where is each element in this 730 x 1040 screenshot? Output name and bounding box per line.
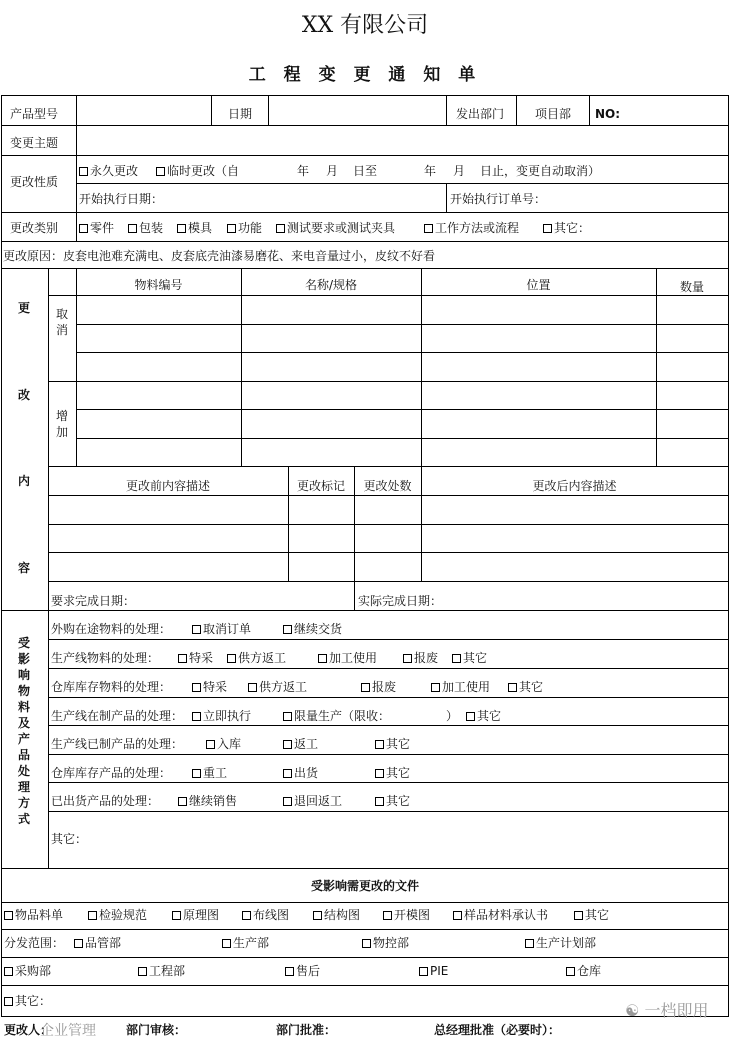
dist-item[interactable]: PIE	[419, 963, 448, 979]
year-text: 年	[297, 164, 310, 178]
option[interactable]: 其它	[375, 793, 410, 809]
col-name-spec: 名称/规格	[304, 278, 358, 292]
affected-other: 其它：	[51, 832, 88, 846]
checkbox-icon[interactable]	[192, 769, 201, 778]
content-side-label-1: 更	[17, 301, 30, 315]
option[interactable]: 加工使用	[318, 650, 377, 666]
checkbox-icon[interactable]	[79, 224, 88, 233]
checkbox-icon[interactable]	[178, 654, 187, 663]
category-item[interactable]: 其它：	[543, 220, 590, 236]
checkbox-icon[interactable]	[206, 740, 215, 749]
option[interactable]: 出货	[283, 765, 318, 781]
year-text: 年	[424, 164, 437, 178]
col-before: 更改前内容描述	[125, 479, 210, 493]
affected-row-3: 仓库库存物料的处理：	[51, 680, 172, 694]
doc-item[interactable]: 检验规范	[88, 907, 147, 923]
option[interactable]: 立即执行	[192, 708, 251, 724]
month-text: 月	[326, 164, 339, 178]
month-text: 月	[453, 164, 466, 178]
dist-item[interactable]: 售后	[285, 963, 320, 979]
watermark-left: 企业管理	[40, 1023, 96, 1039]
checkbox-icon[interactable]	[283, 625, 292, 634]
distribution-label: 分发范围：	[4, 936, 65, 950]
checkbox-icon[interactable]	[79, 167, 88, 176]
cancel-label: 取消	[55, 307, 68, 337]
checkbox-icon[interactable]	[88, 911, 97, 920]
doc-item[interactable]: 结构图	[313, 907, 360, 923]
chat-bubble-icon: ☯	[625, 1001, 640, 1020]
checkbox-icon[interactable]	[431, 683, 440, 692]
product-model-label: 产品型号	[10, 107, 59, 121]
checkbox-icon[interactable]	[424, 224, 433, 233]
day-text: 日止，变更自动取消）	[480, 164, 601, 178]
limit-close-paren: ）	[446, 709, 459, 723]
checkbox-icon[interactable]	[283, 797, 292, 806]
nature-permanent[interactable]: 永久更改	[79, 163, 138, 179]
category-item[interactable]: 包装	[128, 220, 163, 236]
checkbox-icon[interactable]	[383, 911, 392, 920]
dept-review-sign: 部门审核：	[126, 1023, 187, 1037]
checkbox-icon[interactable]	[128, 224, 137, 233]
dist-other[interactable]: 其它：	[4, 993, 51, 1009]
category-item[interactable]: 模具	[177, 220, 212, 236]
affected-row-2: 生产线物料的处理：	[51, 651, 160, 665]
dist-item[interactable]: 品管部	[74, 935, 121, 951]
content-side-label-3: 内	[17, 474, 30, 488]
changer-sign: 更改人：	[4, 1023, 53, 1037]
option[interactable]: 其它	[375, 736, 410, 752]
checkbox-icon[interactable]	[375, 740, 384, 749]
checkbox-icon[interactable]	[453, 911, 462, 920]
category-item[interactable]: 零件	[79, 220, 114, 236]
checkbox-icon[interactable]	[242, 911, 251, 920]
checkbox-icon[interactable]	[227, 224, 236, 233]
dist-item[interactable]: 物控部	[362, 935, 409, 951]
doc-item[interactable]: 开模图	[383, 907, 430, 923]
checkbox-icon[interactable]	[566, 967, 575, 976]
affected-row-4: 生产线在制产品的处理：	[51, 709, 184, 723]
col-material-no: 物料编号	[134, 278, 183, 292]
category-item[interactable]: 功能	[227, 220, 262, 236]
checkbox-icon[interactable]	[285, 967, 294, 976]
checkbox-icon[interactable]	[178, 797, 187, 806]
checkbox-icon[interactable]	[362, 939, 371, 948]
affected-docs-title: 受影响需更改的文件	[310, 879, 419, 893]
form-number-label: NO:	[595, 107, 621, 121]
dist-item[interactable]: 采购部	[4, 963, 51, 979]
option[interactable]: 特采	[192, 679, 227, 695]
checkbox-icon[interactable]	[192, 625, 201, 634]
option[interactable]: 返工	[283, 736, 318, 752]
doc-item[interactable]: 布线图	[242, 907, 289, 923]
affected-side-label: 受影响物料及产品处理方式	[17, 636, 30, 826]
col-mark: 更改标记	[296, 479, 345, 493]
option[interactable]: 取消订单	[192, 621, 251, 637]
checkbox-icon[interactable]	[172, 911, 181, 920]
date-label: 日期	[228, 107, 253, 121]
option[interactable]: 其它	[452, 650, 487, 666]
start-order-label: 开始执行订单号：	[450, 192, 547, 206]
option[interactable]: 继续交货	[283, 621, 342, 637]
checkbox-icon[interactable]	[283, 769, 292, 778]
issue-dept-label: 发出部门	[456, 107, 505, 121]
checkbox-icon[interactable]	[192, 712, 201, 721]
category-label: 更改类别	[10, 221, 59, 235]
checkbox-icon[interactable]	[74, 939, 83, 948]
doc-item[interactable]: 其它	[574, 907, 609, 923]
dist-item[interactable]: 仓库	[566, 963, 601, 979]
checkbox-icon[interactable]	[248, 683, 257, 692]
col-position: 位置	[526, 278, 551, 292]
checkbox-icon[interactable]	[4, 911, 13, 920]
option[interactable]: 限量生产（限收：	[283, 708, 390, 724]
add-label: 增加	[55, 409, 68, 439]
dist-item[interactable]: 生产计划部	[525, 935, 596, 951]
doc-item[interactable]: 物品料单	[4, 907, 63, 923]
checkbox-icon[interactable]	[138, 967, 147, 976]
content-side-label-2: 改	[17, 388, 30, 402]
nature-label: 更改性质	[10, 175, 59, 189]
checkbox-icon[interactable]	[4, 997, 13, 1006]
start-date-label: 开始执行日期：	[79, 192, 164, 206]
affected-row-1: 外购在途物料的处理：	[51, 622, 172, 636]
option[interactable]: 入库	[206, 736, 241, 752]
required-date-label: 要求完成日期：	[51, 594, 136, 608]
doc-item[interactable]: 样品材料承认书	[453, 907, 548, 923]
checkbox-icon[interactable]	[313, 911, 322, 920]
checkbox-icon[interactable]	[543, 224, 552, 233]
change-reason: 更改原因：皮套电池难充满电、皮套底壳油漆易磨花、来电音量过小，皮纹不好看	[3, 249, 436, 263]
option[interactable]: 重工	[192, 765, 227, 781]
subject-label: 变更主题	[10, 136, 59, 150]
checkbox-icon[interactable]	[177, 224, 186, 233]
category-item[interactable]: 测试要求或测试夹具	[276, 220, 395, 236]
dept-approve-sign: 部门批准：	[276, 1023, 337, 1037]
checkbox-icon[interactable]	[192, 683, 201, 692]
dist-item[interactable]: 工程部	[138, 963, 185, 979]
company-name: XX 有限公司	[301, 13, 429, 38]
checkbox-icon[interactable]	[227, 654, 236, 663]
option[interactable]: 其它	[508, 679, 543, 695]
option[interactable]: 供方返工	[227, 650, 286, 666]
checkbox-icon[interactable]	[508, 683, 517, 692]
option[interactable]: 其它	[375, 765, 410, 781]
checkbox-icon[interactable]	[361, 683, 370, 692]
option[interactable]: 退回返工	[283, 793, 342, 809]
checkbox-icon[interactable]	[419, 967, 428, 976]
actual-date-label: 实际完成日期：	[358, 594, 443, 608]
checkbox-icon[interactable]	[403, 654, 412, 663]
category-item[interactable]: 工作方法或流程	[424, 220, 519, 236]
checkbox-icon[interactable]	[525, 939, 534, 948]
checkbox-icon[interactable]	[318, 654, 327, 663]
gm-approve-sign: 总经理批准（必要时）：	[434, 1023, 561, 1037]
checkbox-icon[interactable]	[452, 654, 461, 663]
option[interactable]: 继续销售	[178, 793, 237, 809]
option[interactable]: 特采	[178, 650, 213, 666]
form-title: 工 程 变 更 通 知 单	[248, 65, 482, 85]
checkbox-icon[interactable]	[574, 911, 583, 920]
checkbox-icon[interactable]	[375, 769, 384, 778]
checkbox-icon[interactable]	[375, 797, 384, 806]
checkbox-icon[interactable]	[4, 967, 13, 976]
dist-item[interactable]: 生产部	[222, 935, 269, 951]
option[interactable]: 加工使用	[431, 679, 490, 695]
affected-row-7: 已出货产品的处理：	[51, 794, 160, 808]
checkbox-icon[interactable]	[466, 712, 475, 721]
doc-item[interactable]: 原理图	[172, 907, 219, 923]
checkbox-icon[interactable]	[222, 939, 231, 948]
nature-temporary[interactable]: 临时更改（自	[156, 163, 239, 179]
option[interactable]: 其它	[466, 708, 501, 724]
col-after: 更改后内容描述	[532, 479, 617, 493]
option[interactable]: 报废	[403, 650, 438, 666]
checkbox-icon[interactable]	[156, 167, 165, 176]
col-qty: 数量	[679, 280, 704, 294]
checkbox-icon[interactable]	[283, 740, 292, 749]
checkbox-icon[interactable]	[276, 224, 285, 233]
checkbox-icon[interactable]	[283, 712, 292, 721]
option[interactable]: 报废	[361, 679, 396, 695]
col-count: 更改处数	[363, 479, 412, 493]
content-side-label-4: 容	[17, 561, 30, 575]
affected-row-5: 生产线已制产品的处理：	[51, 737, 184, 751]
option[interactable]: 供方返工	[248, 679, 307, 695]
project-label: 项目部	[535, 107, 572, 121]
affected-row-6: 仓库库存产品的处理：	[51, 766, 172, 780]
watermark-right: ☯ 一档即用	[625, 1001, 709, 1020]
day-text: 日至	[353, 164, 378, 178]
